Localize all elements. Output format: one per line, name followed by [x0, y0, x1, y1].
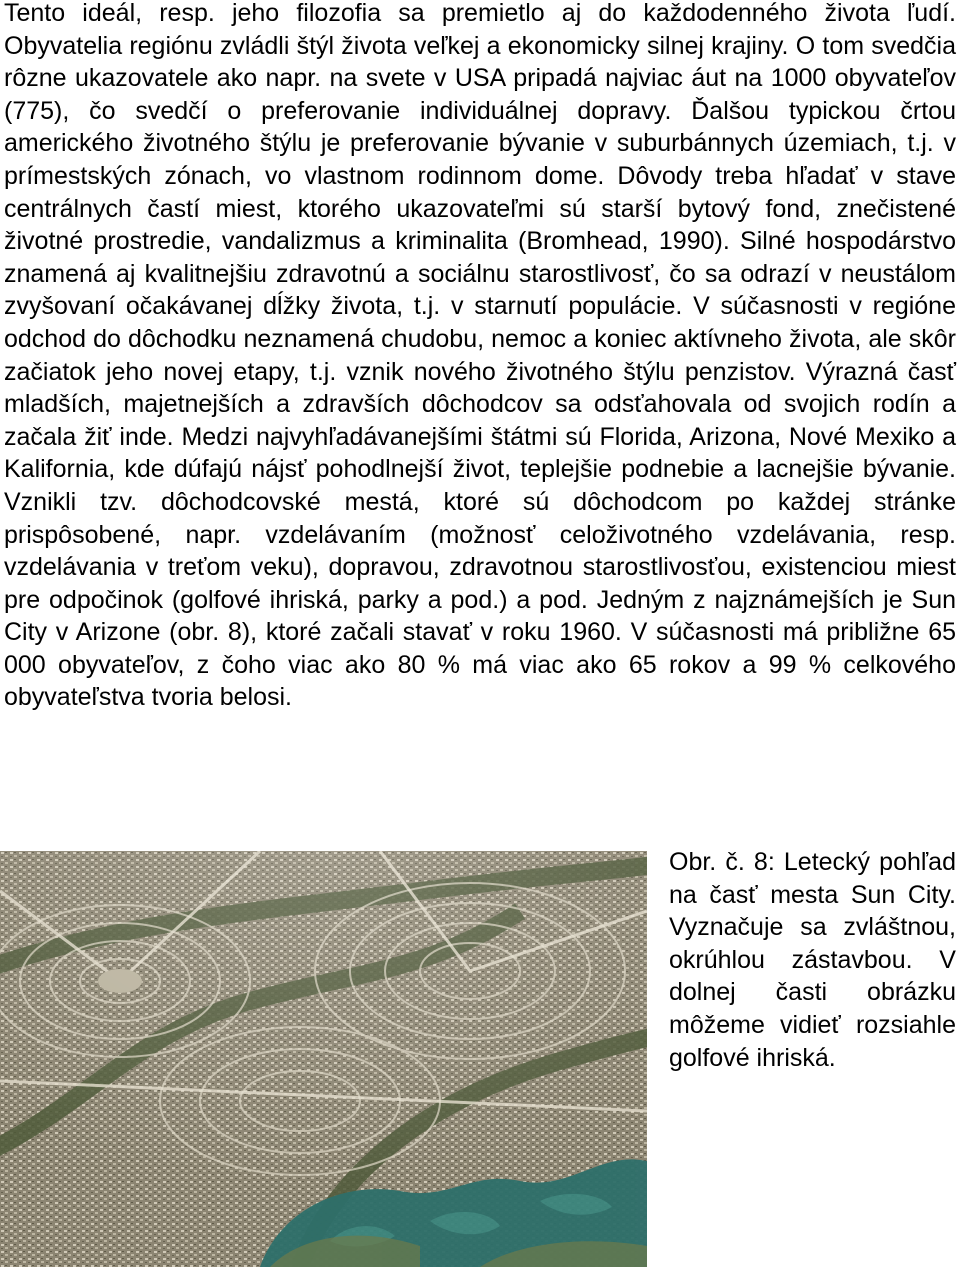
sentence: Dôvody treba hľadať v stave centrálnych častí miest, ktorého ukazovateľmi sú starší bytový fond, znečistené životné prostredie, vandalizmus a kriminalita (Bromhead, 1990).: [4, 161, 956, 256]
sentence: O tom svedčia rôzne ukazovatele ako napr. na svete v USA pripadá najviac áut na 1000 obyvateľov (775), čo svedčí o preferovanie individuálnej dopravy.: [4, 31, 957, 125]
aerial-photo-sun-city: [0, 851, 647, 1267]
body-paragraph: [4, 0, 956, 714]
sentence: Ďalšou typickou črtou amerického životného štýlu je preferovanie bývanie v suburbánnych územiach, t.j. v prímestských zónach, vo vlastnom rodinnom dome.: [4, 96, 956, 190]
sentence: V súčasnosti má približne 65 000 obyvateľov, z čoho viac ako 80 % má viac ako 65 rokov a 99 % celkového obyvateľstva tvoria belosi.: [4, 618, 956, 712]
sentence: Jedným z najznámejších je Sun City v Arizone (obr. 8), ktoré začali stavať v roku 1960.: [4, 585, 957, 647]
sentence: Tento ideál, resp. jeho filozofia sa premietlo aj do každodenného života ľudí.: [4, 0, 956, 27]
sentence: Výrazná časť mladších, majetnejších a zdravších dôchodcov sa odsťahovala od svojich rodín a začala žiť inde.: [4, 357, 956, 451]
sentence: Silné hospodárstvo znamená aj kvalitnejšiu zdravotnú a sociálnu starostlivosť, čo sa odrazí v neustálom zvyšovaní očakávanej dĺžky života, t.j. v starnutí populácie.: [4, 227, 956, 321]
sentence: V súčasnosti v regióne odchod do dôchodku neznamená chudobu, nemoc a koniec aktívneho života, ale skôr začiatok jeho novej etapy, t.j. vznik nového životného štýlu penzistov.: [4, 292, 956, 386]
sentence: Obyvatelia regiónu zvládli štýl života veľkej a ekonomicky silnej krajiny.: [4, 31, 789, 60]
aerial-photo-illustration: [0, 851, 647, 1267]
sentence: Medzi najvyhľadávanejšími štátmi sú Florida, Arizona, Nové Mexiko a Kalifornia, kde dúfajú nájsť pohodlnejší život, teplejšie podnebie a lacnejšie bývanie.: [4, 422, 956, 484]
figure-caption: Obr. č. 8: Letecký pohľad na časť mesta Sun City. Vyznačuje sa zvláštnou, okrúhlou zástavbou. V dolnej časti obrázku môžeme vidieť rozsiahle golfové ihriská.: [669, 848, 956, 1072]
atmospheric-haze: [0, 851, 647, 1267]
sentence: Vznikli tzv. dôchodcovské mestá, ktoré sú dôchodcom po každej stránke prispôsobené, napr. vzdelávaním (možnosť celoživotného vzdelávania, resp. vzdelávania v treťom veku), dopravou, zdravotnou starostlivosťou, existenciou miest pre odpočinok (golfové ihriská, parky a pod.) a pod.: [4, 487, 956, 614]
